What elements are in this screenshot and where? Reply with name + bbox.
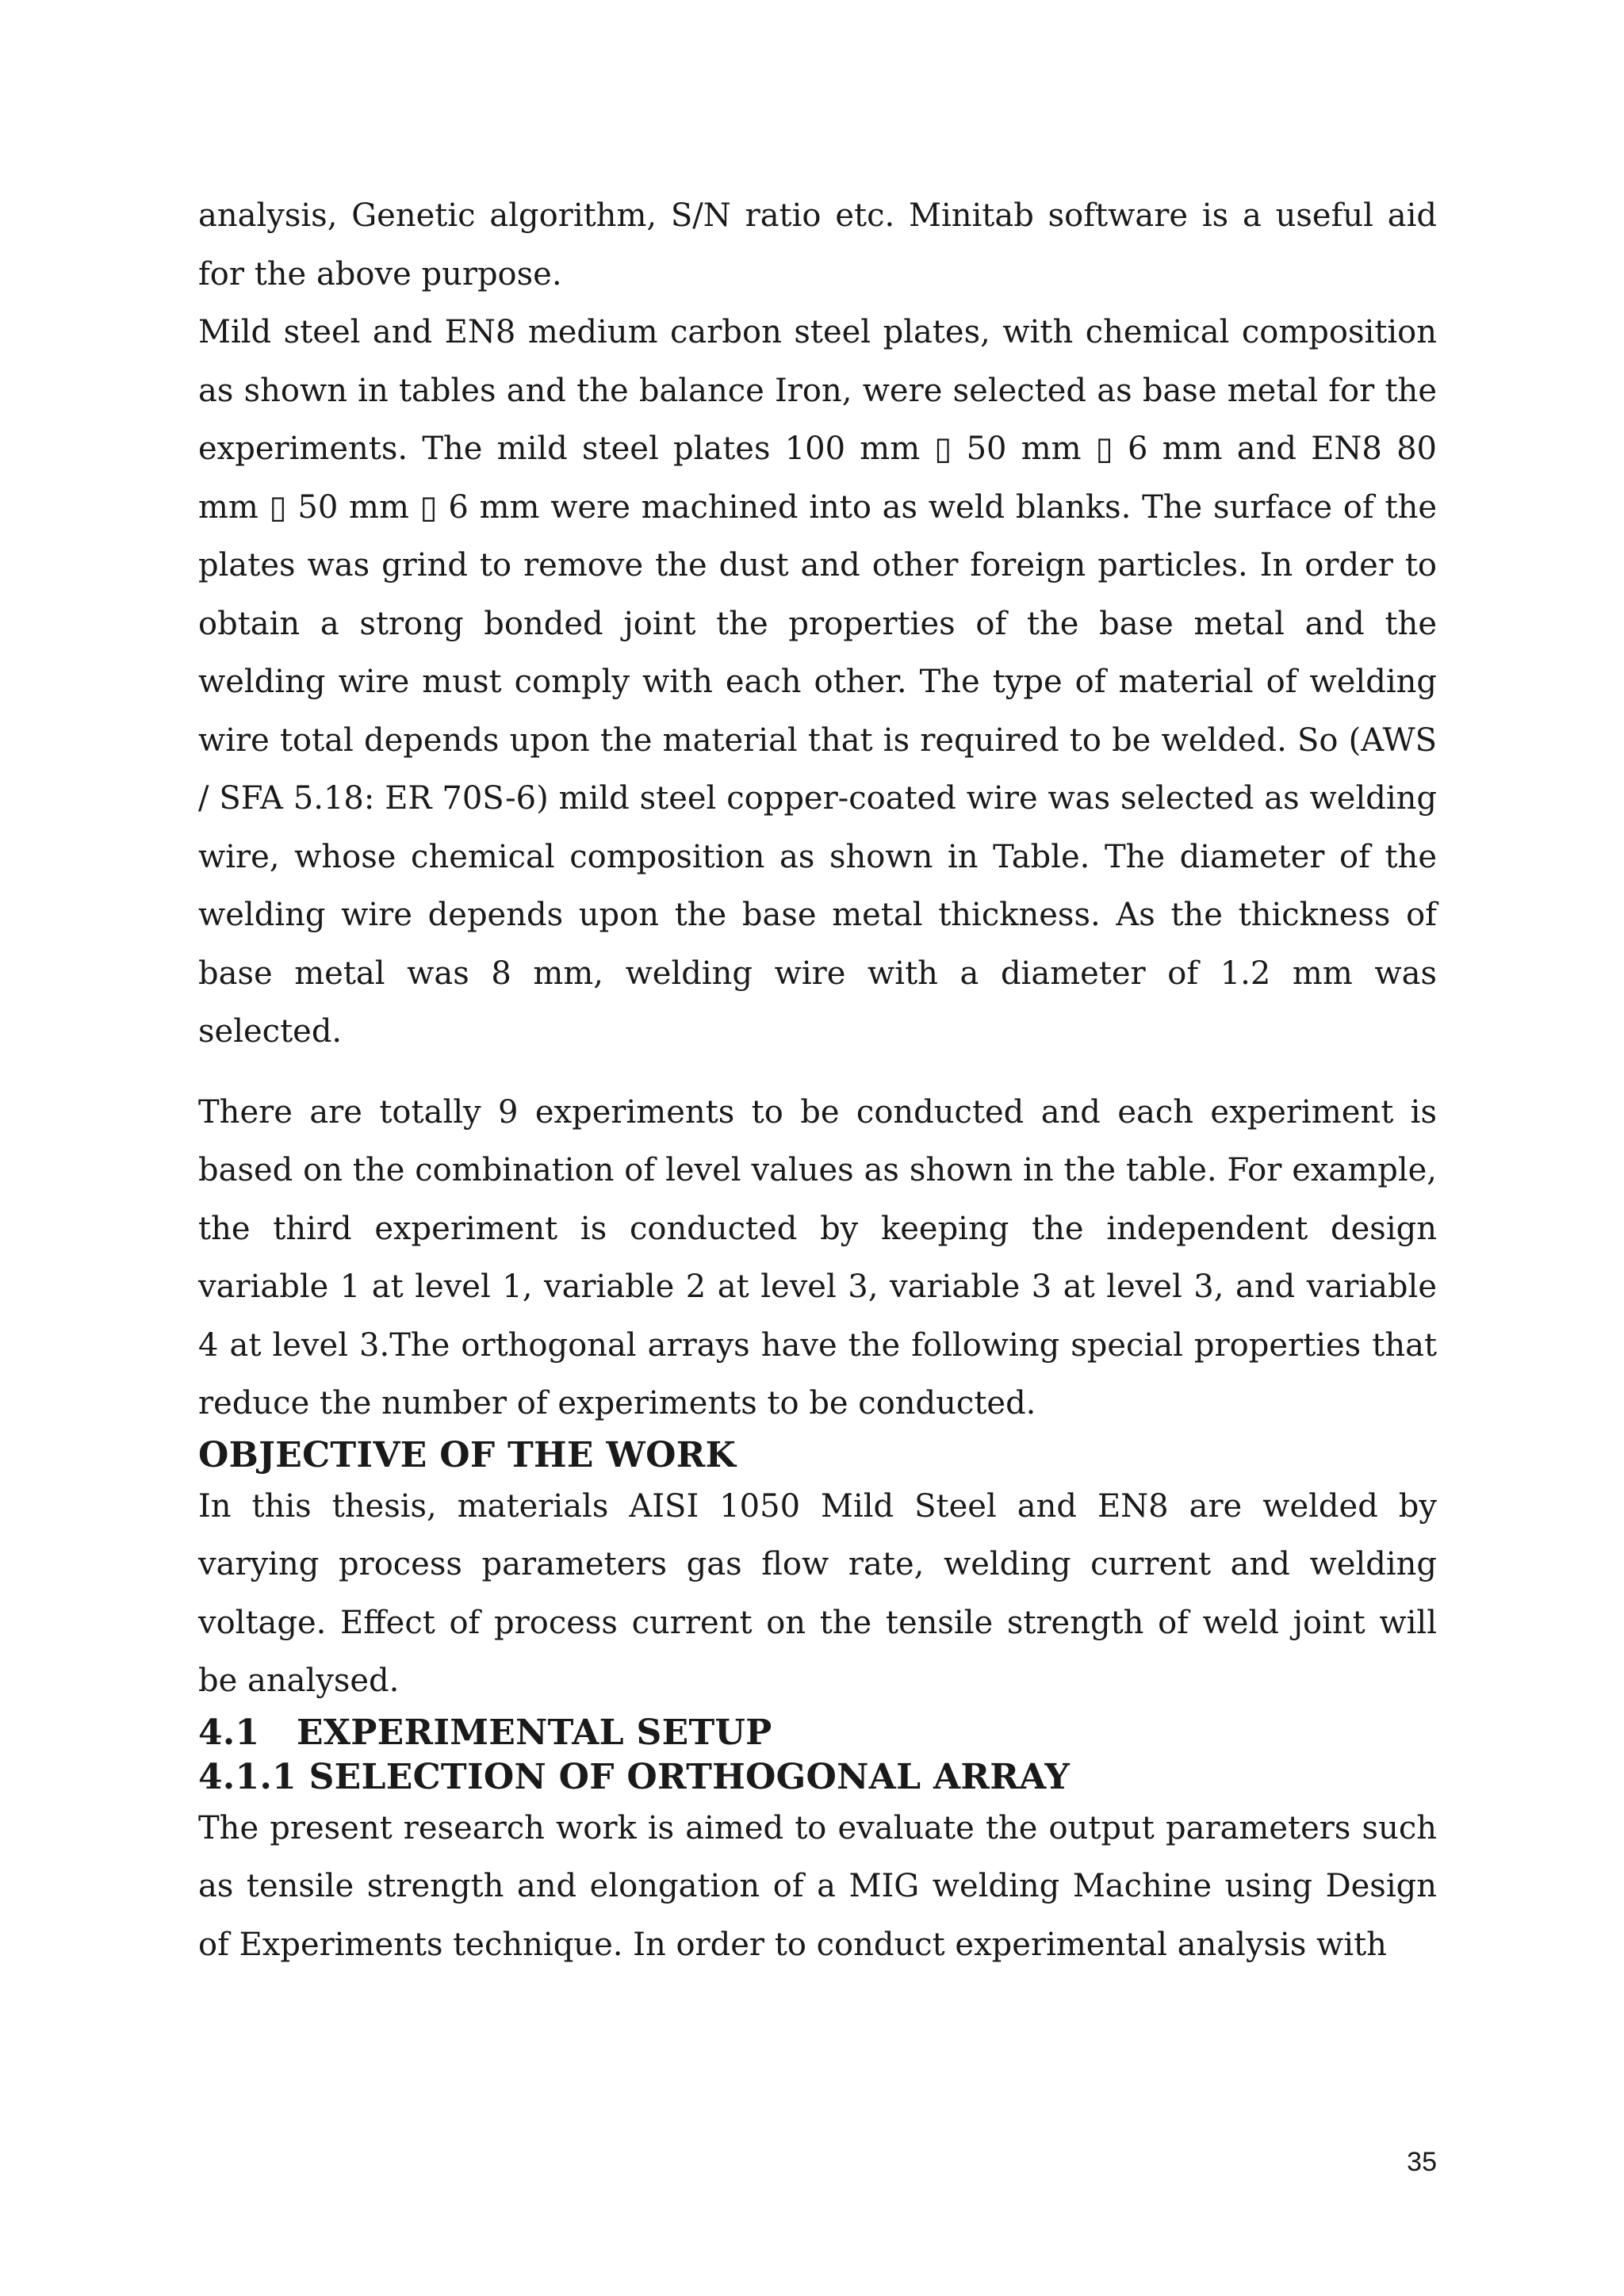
heading-objective: OBJECTIVE OF THE WORK xyxy=(198,1434,737,1475)
heading-orthogonal-array: 4.1.1 SELECTION OF ORTHOGONAL ARRAY xyxy=(198,1756,1071,1797)
heading-setup-number: 4.1 xyxy=(198,1712,260,1753)
paragraph-gap xyxy=(198,1062,1437,1084)
paragraph-research-aim: The present research work is aimed to evaluate the output parameters such as tensile strength and elongation of a MIG welding Machine using Design of Experiments technique. In order to conduct experimental analysis with xyxy=(198,1809,1437,1963)
paragraph-analysis-methods: analysis, Genetic algorithm, S/N ratio etc. Minitab software is a useful aid for the above purpose. xyxy=(198,197,1437,293)
page-number: 35 xyxy=(1407,2147,1437,2177)
heading-experimental-setup xyxy=(198,1711,1437,1755)
heading-setup-title: EXPERIMENTAL SETUP xyxy=(297,1712,772,1753)
paragraph-base-metal: Mild steel and EN8 medium carbon steel plates, with chemical composition as shown in tables and the balance Iron, were selected as base metal for the experiments. The mild steel plates 100 mm ▯ 50 mm ▯ 6 mm and EN8 80 mm ▯ 50 mm ▯ 6 mm were machined into as weld blanks. The surface of the plates was grind to remove the dust and other foreign particles. In order to obtain a strong bonded joint the properties of the base metal and the welding wire must comply with each other. The type of material of welding wire total depends upon the material that is required to be welded. So (AWS / SFA 5.18: ER 70S-6) mild steel copper-coated wire was selected as welding wire, whose chemical composition as shown in Table. The diameter of the welding wire depends upon the base metal thickness. As the thickness of base metal was 8 mm, welding wire with a diameter of 1.2 mm was selected. xyxy=(198,314,1437,1050)
paragraph-experiments: There are totally 9 experiments to be conducted and each experiment is based on the combination of level values as shown in the table. For example, the third experiment is conducted by keeping the independent design variable 1 at level 1, variable 2 at level 3, variable 3 at level 3, and variable 4 at level 3.The orthogonal arrays have the following special properties that reduce the number of experiments to be conducted. xyxy=(198,1093,1437,1422)
paragraph-objective: In this thesis, materials AISI 1050 Mild Steel and EN8 are welded by varying process parameters gas flow rate, welding current and welding voltage. Effect of process current on the tensile strength of weld joint will be analysed. xyxy=(198,1487,1437,1699)
page-content xyxy=(198,187,1437,1974)
